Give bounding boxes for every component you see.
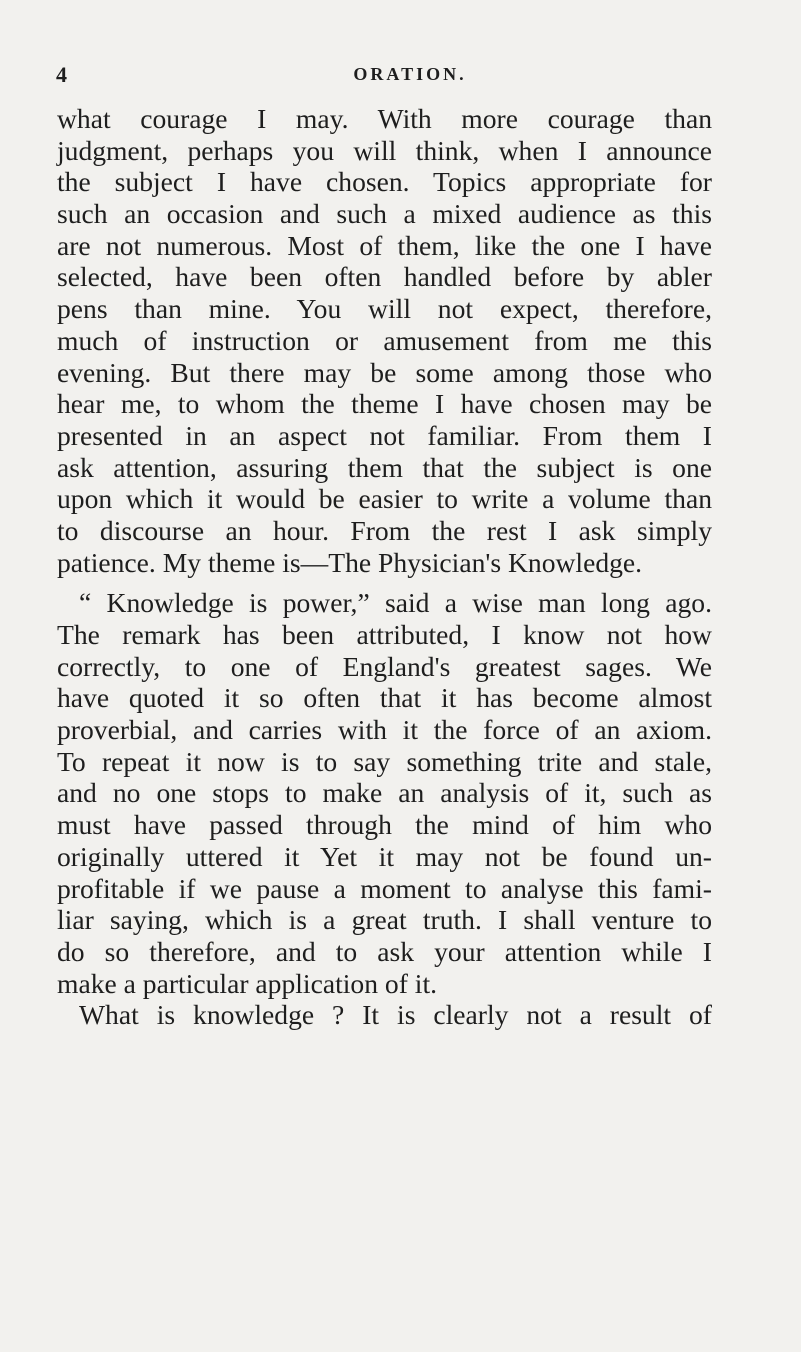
text-line: correctly, to one of England's greatest sages. We (57, 650, 712, 682)
text-line: much of instruction or amusement from me this (57, 324, 712, 356)
text-line: do so therefore, and to ask your attention while I (57, 935, 712, 967)
text-line: upon which it would be easier to write a volume than (57, 483, 712, 515)
paragraph-3 (57, 999, 712, 1031)
text-line: judgment, perhaps you will think, when I announce (57, 134, 712, 166)
text-line: liar saying, which is a great truth. I shall venture to (57, 904, 712, 936)
text-line: originally uttered it Yet it may not be found un- (57, 840, 712, 872)
text-line: such an occasion and such a mixed audience as this (57, 198, 712, 230)
paragraph-1 (57, 103, 712, 578)
paragraph-2 (57, 587, 712, 999)
page-number: 4 (56, 62, 68, 87)
text-line: to discourse an hour. From the rest I ask simply (57, 514, 712, 546)
running-head (40, 62, 740, 92)
running-head-title: ORATION. (353, 64, 467, 84)
text-line: What is knowledge ? It is clearly not a result of (79, 999, 712, 1031)
text-line: make a particular application of it. (57, 967, 438, 999)
text-line: To repeat it now is to say something trite and stale, (57, 745, 712, 777)
text-line: “ Knowledge is power,” said a wise man long ago. (79, 587, 712, 619)
text-line: what courage I may. With more courage than (57, 103, 712, 134)
body-text (57, 103, 712, 1031)
text-line: ask attention, assuring them that the subject is one (57, 451, 712, 483)
text-line: proverbial, and carries with it the force of an axiom. (57, 714, 712, 746)
text-line: evening. But there may be some among those who (57, 356, 712, 388)
text-line: The remark has been attributed, I know not how (57, 619, 712, 650)
paragraph-spacer (57, 578, 712, 587)
text-line: are not numerous. Most of them, like the one I have (57, 229, 712, 261)
text-line: profitable if we pause a moment to analyse this fami- (57, 872, 712, 904)
text-line: and no one stops to make an analysis of it, such as (57, 777, 712, 809)
text-line: selected, have been often handled before by abler (57, 261, 712, 293)
text-line: pens than mine. You will not expect, therefore, (57, 293, 712, 325)
text-line: patience. My theme is—The Physician's Knowledge. (57, 546, 643, 578)
text-line: must have passed through the mind of him who (57, 809, 712, 841)
text-line: hear me, to whom the theme I have chosen may be (57, 388, 712, 420)
text-line: have quoted it so often that it has become almost (57, 682, 712, 714)
text-line: presented in an aspect not familiar. From them I (57, 419, 712, 451)
text-line: the subject I have chosen. Topics appropriate for (57, 166, 712, 198)
